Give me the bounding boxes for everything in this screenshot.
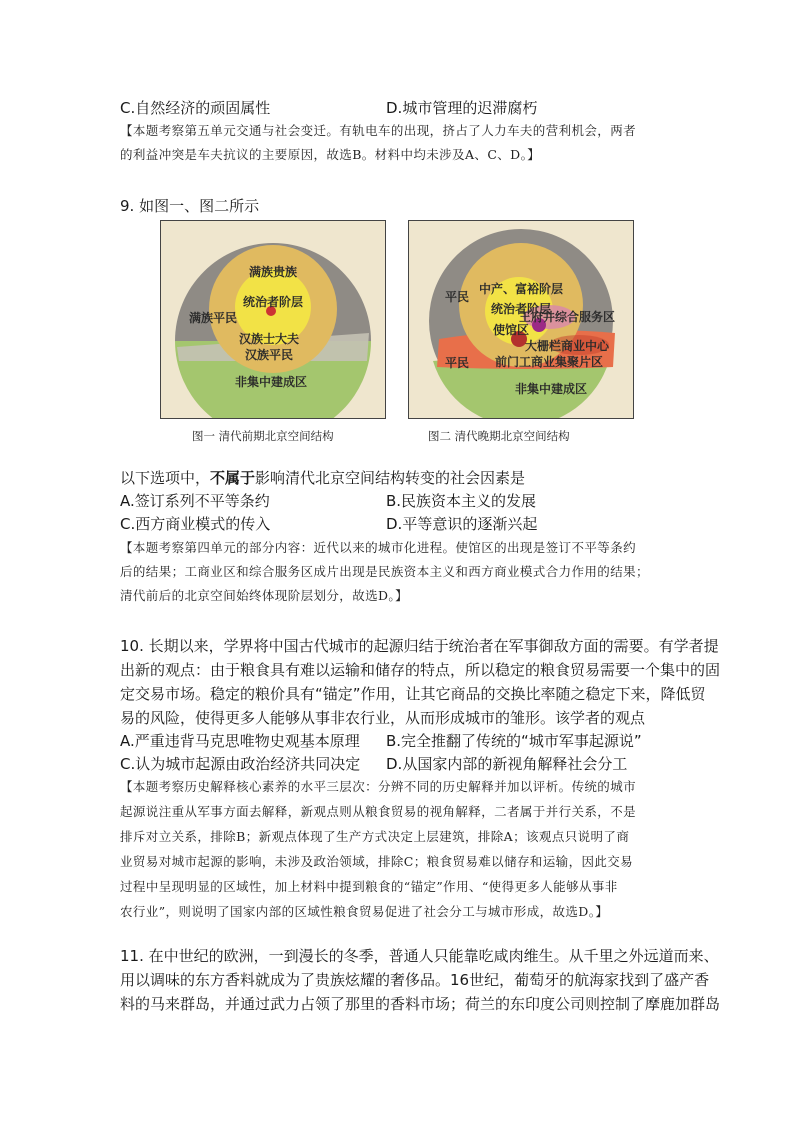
q10-stem-line-2: 出新的观点：由于粮食具有难以运输和储存的特点，所以稳定的粮食贸易需要一个集中的固 [120,661,721,679]
q9-option-b: B.民族资本主义的发展 [386,492,537,510]
figure-1-caption: 图一 清代前期北京空间结构 [192,429,334,443]
fig2-label-non-central: 非集中建成区 [514,382,588,396]
q10-explanation-line-5: 过程中呈现明显的区域性，加上材料中提到粮食的“锚定”作用、“使得更多人能够从事非 [120,879,618,894]
q8-option-c: C.自然经济的顽固属性 [120,99,271,117]
q11-stem-line-2: 用以调味的东方香料就成为了贵族炫耀的奢侈品。16世纪，葡萄牙的航海家找到了盛产香 [120,971,710,989]
fig2-label-legation: 使馆区 [492,323,530,337]
fig1-label-han-commoner: 汉族平民 [244,348,294,362]
q11-stem-line-1: 11. 在中世纪的欧洲，一到漫长的冬季，普通人只能靠吃咸肉维生。从千里之外远道而来、 [120,947,719,965]
q10-explanation-line-4: 业贸易对城市起源的影响，未涉及政治领域，排除C；粮食贸易难以储存和运输，因此交易 [120,854,634,869]
figure-2 [408,220,634,419]
fig1-label-han-scholar: 汉族士大夫 [238,332,300,346]
q9-prompt-bold: 不属于 [210,469,256,487]
figure-1-diagram [161,221,385,418]
fig2-label-ruling-class: 统治者阶层 [490,302,552,316]
q10-stem-line-3: 定交易市场。稳定的粮价具有“锚定”作用，让其它商品的交换比率随之稳定下来，降低贸 [120,685,706,703]
fig2-label-commoner-bottom: 平民 [444,356,470,370]
q9-option-a: A.签订系列不平等条约 [120,492,270,510]
q8-option-d: D.城市管理的迟滞腐朽 [386,99,538,117]
q11-stem-line-3: 料的马来群岛，并通过武力占领了那里的香料市场；荷兰的东印度公司则控制了摩鹿加群岛 [120,995,721,1013]
q9-explanation-line-2: 后的结果；工商业区和综合服务区成片出现是民族资本主义和西方商业模式合力作用的结果； [120,564,649,579]
fig2-label-commoner-top: 平民 [444,290,470,304]
figure-1 [160,220,386,419]
fig2-label-middle-rich: 中产、富裕阶层 [478,282,564,296]
q9-stem: 9. 如图一、图二所示 [120,197,260,215]
q9-prompt [120,468,525,488]
q10-stem-line-1: 10. 长期以来，学界将中国古代城市的起源归结于统治者在军事御敌方面的需要。有学者提 [120,637,719,655]
q9-explanation-line-1: 【本题考察第四单元的部分内容：近代以来的城市化进程。使馆区的出现是签订不平等条约 [120,540,637,555]
q10-stem-line-4: 易的风险，使得更多人能够从事非农行业，从而形成城市的雏形。该学者的观点 [120,709,646,727]
q10-explanation-line-6: 农行业”，则说明了国家内部的区域性粮食贸易促进了社会分工与城市形成，故选D。】 [120,904,609,919]
fig1-label-manchu-noble: 满族贵族 [248,265,298,279]
q10-explanation-line-3: 排斥对立关系，排除B；新观点体现了生产方式决定上层建筑，排除A；该观点只说明了商 [120,829,630,844]
fig2-label-dashilan: 大栅栏商业中心 [524,339,610,353]
q8-explanation-line-2: 的利益冲突是车夫抗议的主要原因，故选B。材料中均未涉及A、C、D。】 [120,147,541,162]
q10-option-c: C.认为城市起源由政治经济共同决定 [120,755,361,773]
q10-explanation-line-2: 起源说注重从军事方面去解释，新观点则从粮食贸易的视角解释，二者属于并行关系，不是 [120,804,637,819]
q9-explanation-line-3: 清代前后的北京空间始终体现阶层划分，故选D。】 [120,588,408,603]
q10-explanation-line-1: 【本题考察历史解释核心素养的水平三层次：分辨不同的历史解释并加以评析。传统的城市 [120,779,637,794]
fig1-label-manchu-commoner: 满族平民 [188,311,238,325]
fig1-label-non-central: 非集中建成区 [234,375,308,389]
fig2-label-qianmen: 前门工商业集聚片区 [494,355,604,369]
q10-option-d: D.从国家内部的新视角解释社会分工 [386,755,628,773]
fig2-label-wangfujing: 王府井综合服务区 [518,310,616,324]
q9-option-c: C.西方商业模式的传入 [120,515,271,533]
figure-2-caption: 图二 清代晚期北京空间结构 [428,429,570,443]
q9-prompt-suffix: 影响清代北京空间结构转变的社会因素是 [255,469,526,487]
figure-2-diagram [409,221,633,418]
q9-option-d: D.平等意识的逐渐兴起 [386,515,538,533]
q9-prompt-prefix: 以下选项中， [120,469,211,487]
fig1-label-ruling-class: 统治者阶层 [242,295,304,309]
q8-explanation-line-1: 【本题考察第五单元交通与社会变迁。有轨电车的出现，挤占了人力车夫的营利机会，两者 [120,123,637,138]
q10-option-b: B.完全推翻了传统的“城市军事起源说” [386,732,642,750]
q10-option-a: A.严重违背马克思唯物史观基本原理 [120,732,360,750]
